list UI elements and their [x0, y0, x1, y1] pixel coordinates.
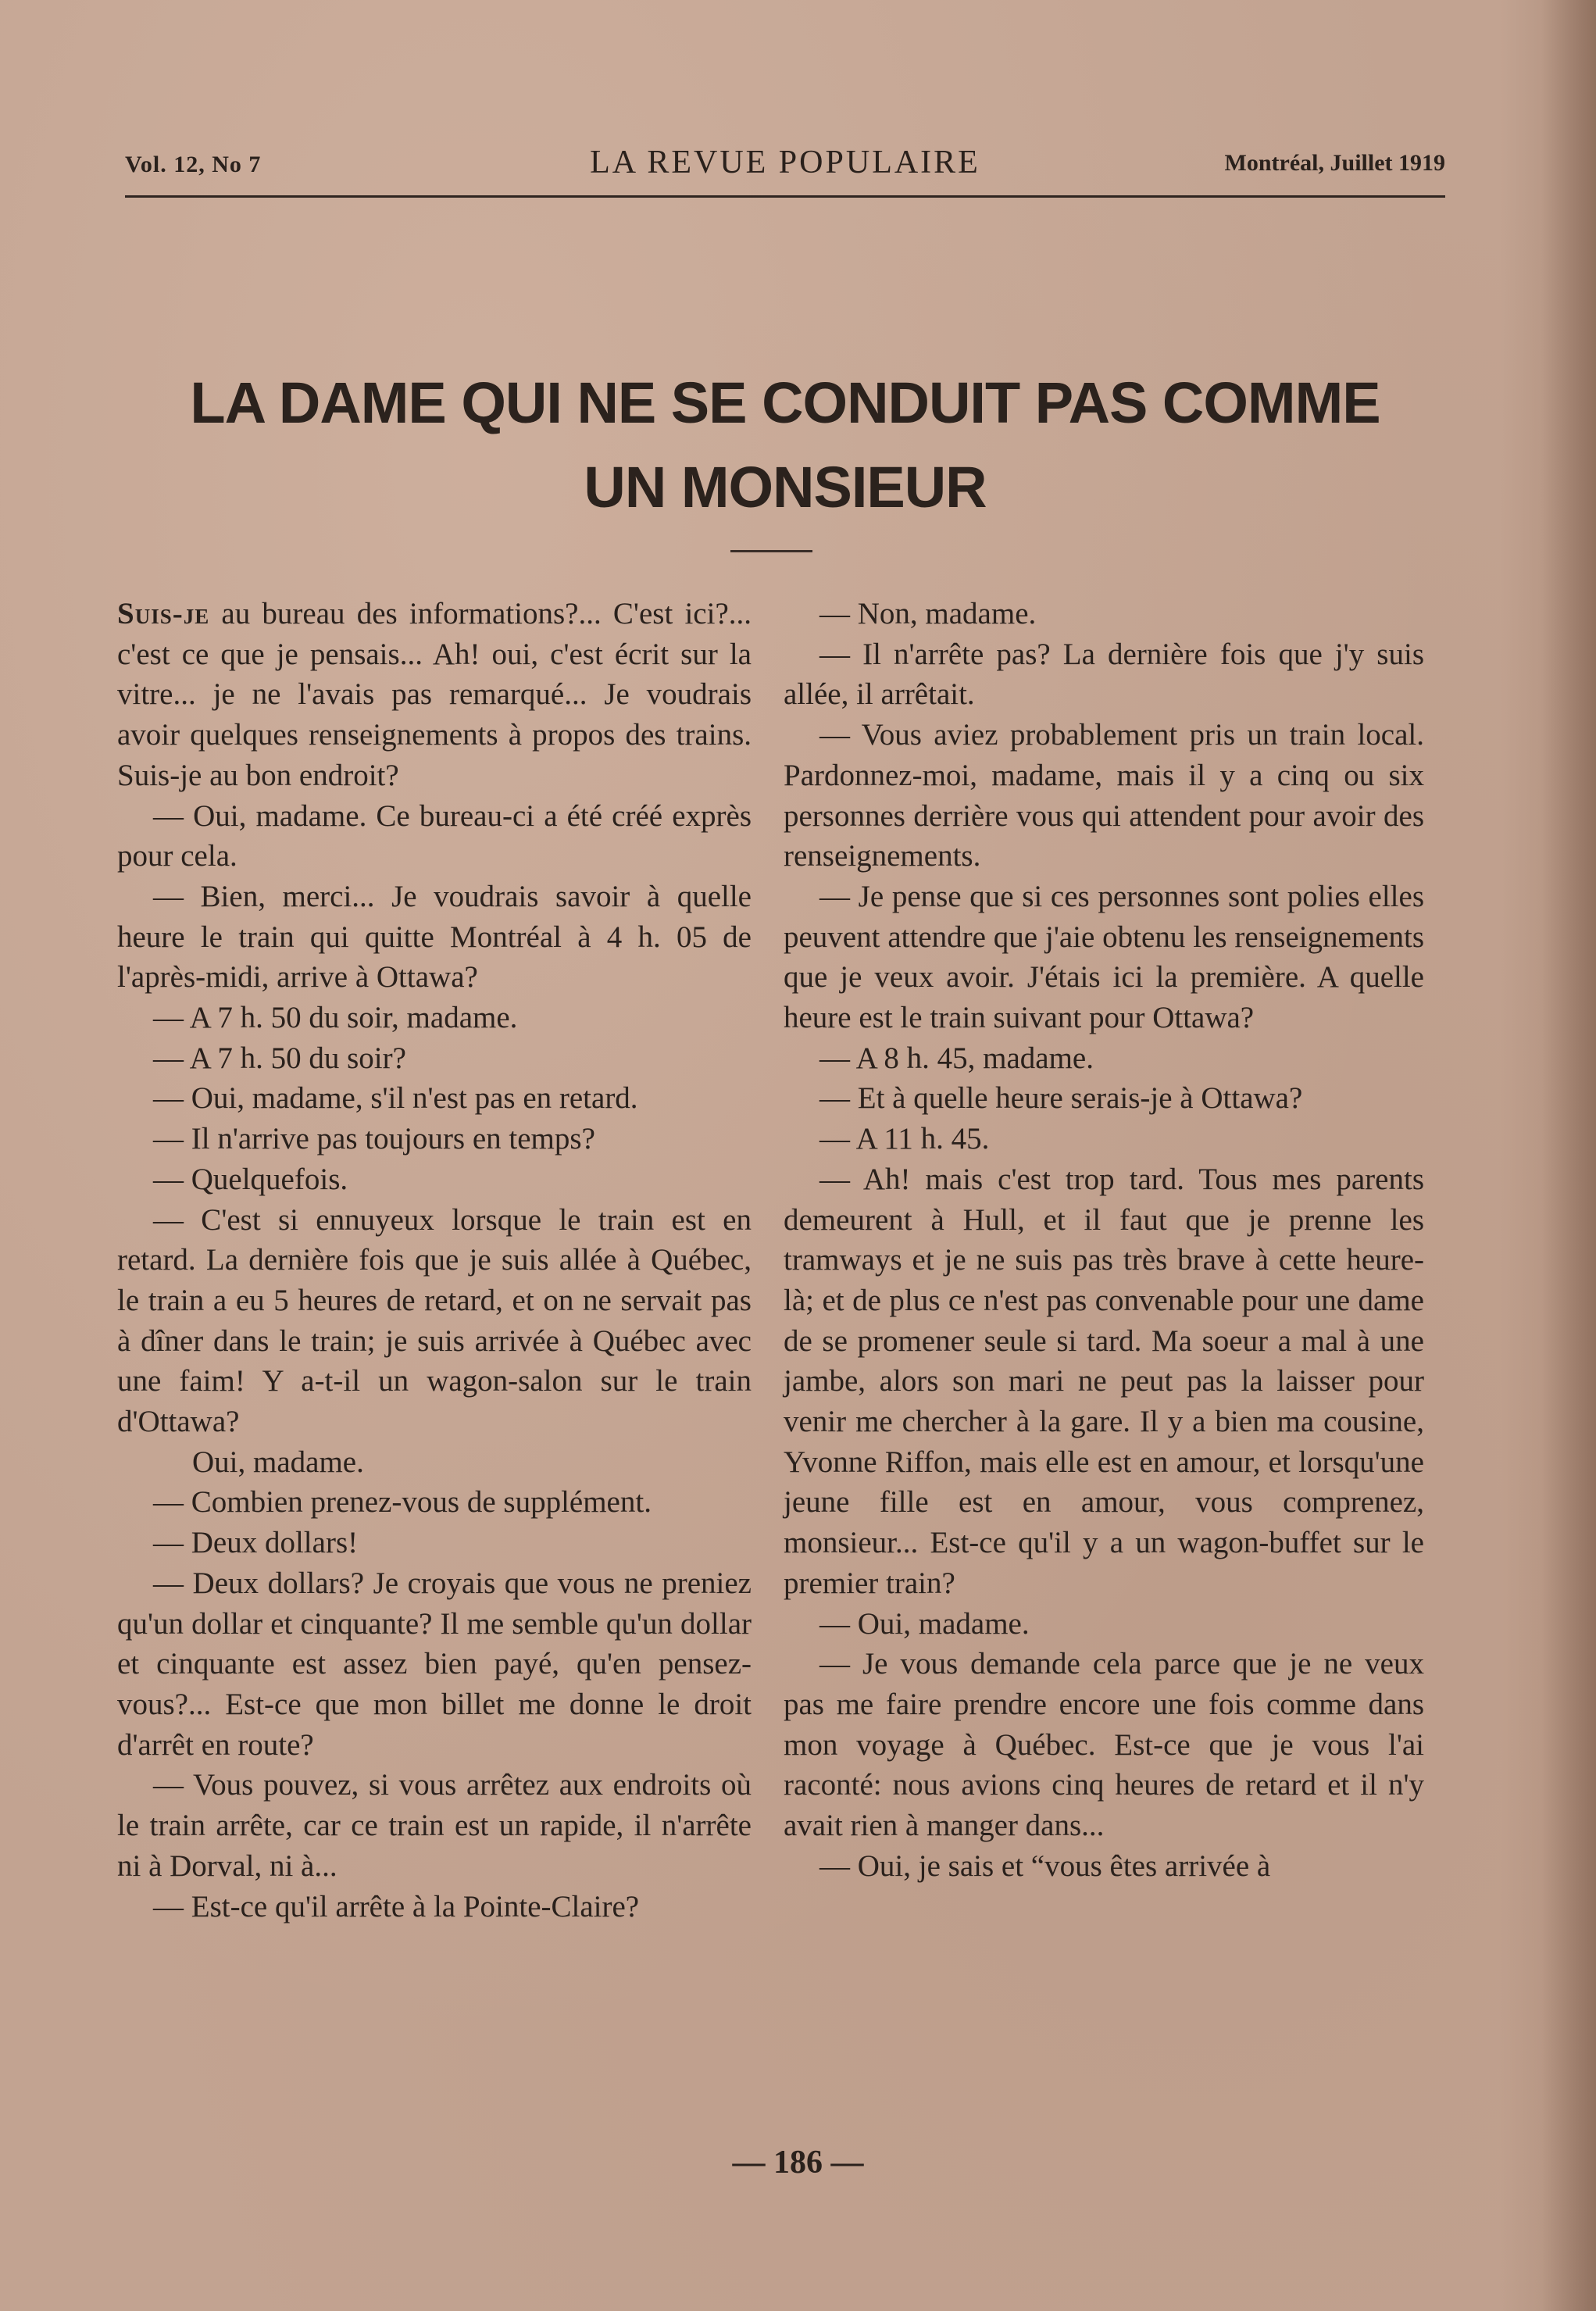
paragraph: — Deux dollars! [153, 1526, 359, 1560]
paragraph: — A 11 h. 45. [819, 1122, 990, 1156]
paragraph: — Il n'arrête pas? La dernière fois que j'y suis allée, il arrêtait. [784, 637, 1424, 712]
paragraph: — Je pense que si ces personnes sont polies elles peuvent attendre que j'aie obtenu les renseignements que je veux avoir. J'étais ici la première. A quelle heure est le train suivant pour Ottawa? [784, 879, 1424, 1035]
paragraph: — Ah! mais c'est trop tard. Tous mes parents demeurent à Hull, et il faut que je prenne les tramways et je ne suis pas très brave à cette heure-là; et de plus ce n'est pas convenable pour une dame de se promener seule si tard. Ma soeur a mal à une jambe, alors son mari ne peut pas la laisser pour venir me chercher à la gare. Il y a bien ma cousine, Yvonne Riffon, mais elle est en amour, et lorsqu'une jeune fille est en amour, vous comprenez, monsieur... Est-ce qu'il y a un wagon-buffet sur le premier train? [784, 1162, 1424, 1600]
paragraph: — A 7 h. 50 du soir, madame. [153, 1001, 518, 1035]
paragraph: — A 8 h. 45, madame. [819, 1041, 1094, 1075]
paragraph: — Vous aviez probablement pris un train local. Pardonnez-moi, madame, mais il y a cinq ou six personnes derrière vous qui attendent pour avoir des renseignements. [784, 718, 1424, 873]
paragraph-text: au bureau des informations?... C'est ici?... c'est ce que je pensais... Ah! oui, c'est écrit sur la vitre... je ne l'avais pas remarqué... Je voudrais avoir quelques renseignements à propos des trains. Suis-je au bon endroit? [117, 597, 752, 792]
paragraph: — Non, madame. [819, 597, 1037, 630]
right-column [784, 594, 1424, 1887]
article-title [94, 361, 1476, 530]
title-divider [730, 550, 812, 552]
publication-name: LA REVUE POPULAIRE [590, 145, 980, 180]
paragraph [117, 594, 752, 796]
paragraph: — Il n'arrive pas toujours en temps? [153, 1122, 595, 1156]
page-number: — 186 — [732, 2145, 864, 2181]
paragraph: — Est-ce qu'il arrête à la Pointe-Claire? [153, 1889, 640, 1923]
paragraph: — Oui, madame, s'il n'est pas en retard. [153, 1081, 638, 1116]
paragraph: — C'est si ennuyeux lorsque le train est en retard. La dernière fois que je suis allée à Québec, le train a eu 5 heures de retard, et on ne servait pas à dîner dans le train; je suis arrivée à Québec avec une faim! Y a-t-il un wagon-salon sur le train d'Ottawa? [117, 1202, 752, 1439]
paragraph: — Je vous demande cela parce que je ne veux pas me faire prendre encore une fois comme dans mon voyage à Québec. Est-ce que je vous l'ai raconté: nous avions cinq heures de retard et il n'y avait rien à manger dans... [784, 1647, 1424, 1843]
running-header [125, 139, 1445, 186]
paragraph: — Oui, madame. Ce bureau-ci a été créé exprès pour cela. [117, 798, 752, 873]
paragraph: — A 7 h. 50 du soir? [153, 1041, 406, 1075]
paragraph: — Et à quelle heure serais-je à Ottawa? [819, 1081, 1303, 1116]
paragraph: — Oui, madame. [819, 1606, 1030, 1641]
page-edge-shadow [1541, 0, 1596, 2311]
opening-words: Suis-je [117, 597, 210, 630]
paragraph: — Quelquefois. [153, 1162, 348, 1196]
paragraph: Oui, madame. [192, 1445, 364, 1479]
header-rule [125, 195, 1445, 198]
article-title-line-2: UN MONSIEUR [584, 455, 987, 520]
article-title-line-1: LA DAME QUI NE SE CONDUIT PAS COMME [190, 370, 1380, 435]
dateline: Montréal, Juillet 1919 [1224, 150, 1445, 176]
volume-number: Vol. 12, No 7 [125, 152, 262, 177]
paragraph: — Vous pouvez, si vous arrêtez aux endroits où le train arrête, car ce train est un rapide, il n'arrête ni à Dorval, ni à... [117, 1768, 752, 1883]
paragraph: — Deux dollars? Je croyais que vous ne preniez qu'un dollar et cinquante? Il me semble qu'un dollar et cinquante est assez bien payé, qu'en pensez-vous?... Est-ce que mon billet me donne le droit d'arrêt en route? [117, 1566, 752, 1762]
paragraph: — Combien prenez-vous de supplément. [153, 1485, 652, 1520]
left-column [117, 594, 752, 1927]
paragraph: — Bien, merci... Je voudrais savoir à quelle heure le train qui quitte Montréal à 4 h. 05 de l'après-midi, arrive à Ottawa? [117, 879, 752, 995]
paragraph: — Oui, je sais et “vous êtes arrivée à [819, 1848, 1271, 1883]
